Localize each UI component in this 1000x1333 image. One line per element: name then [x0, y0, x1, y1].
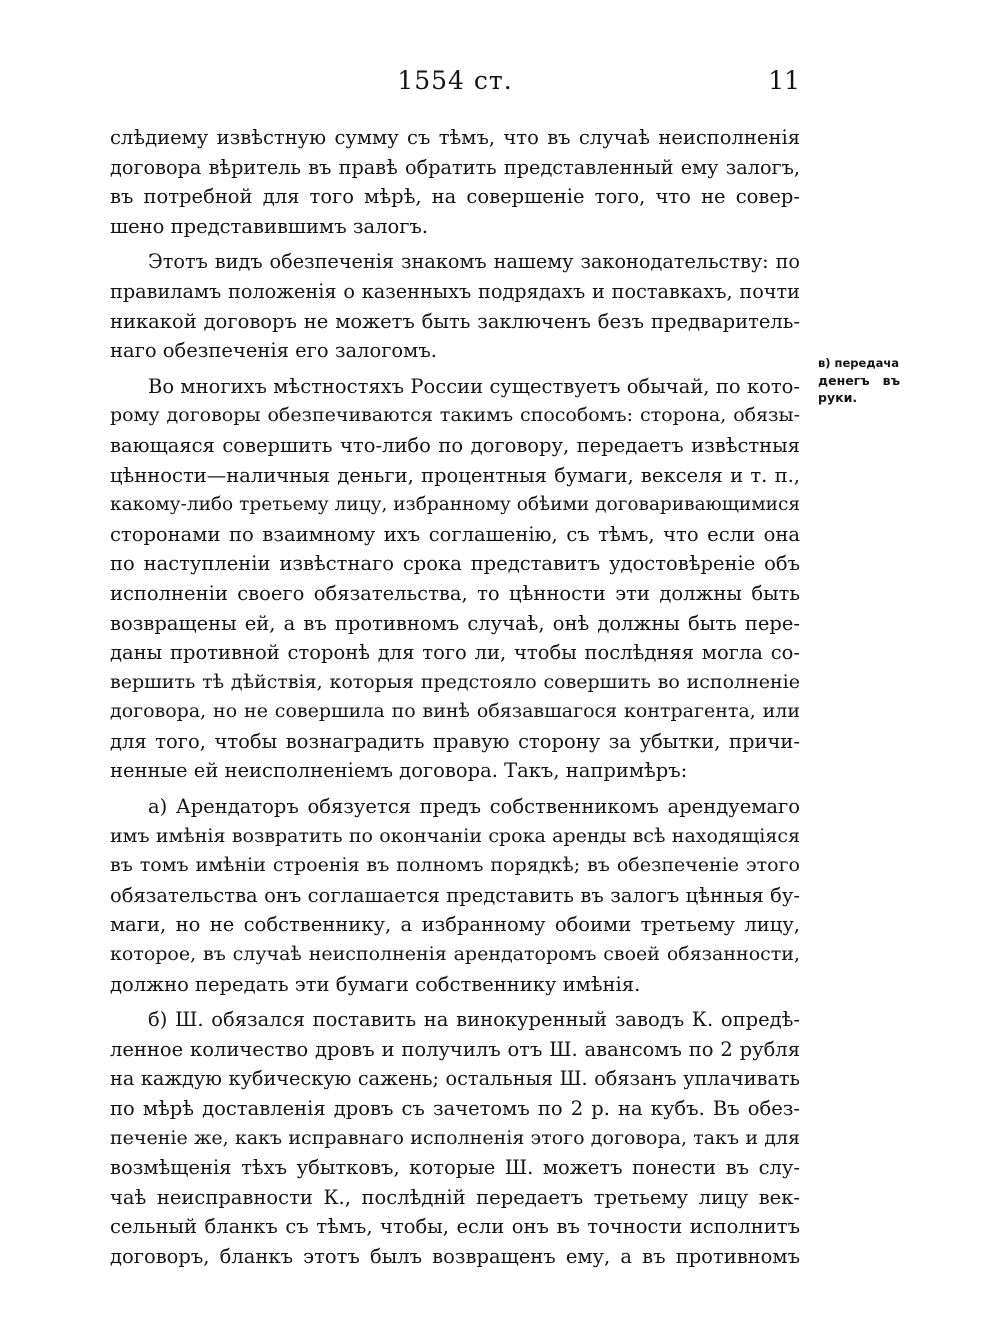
text-line: для того, чтобы вознаградить правую сторону за убытки, причи- — [110, 729, 800, 753]
text-line: даны противной сторонѣ для того ли, чтобы послѣдняя могла со- — [110, 641, 800, 665]
text-line: возвращены ей, а въ противномъ случаѣ, онѣ должны быть пере- — [110, 611, 800, 635]
text-line: имъ имѣнія возвратить по окончаніи срока аренды всѣ находящіяся — [110, 824, 800, 847]
margin-note-line: в) передача — [818, 356, 900, 370]
text-line: слѣдиему извѣстную сумму съ тѣмъ, что въ случаѣ неисполненія — [110, 126, 800, 149]
article-heading: 1554 ст. — [397, 66, 513, 95]
text-line: чаѣ неисправности К., послѣдній передаетъ третьему лицу век- — [110, 1185, 800, 1209]
text-line: цѣнности—наличныя деньги, процентныя бумаги, векселя и т. п., — [110, 463, 800, 487]
text-line: по мѣрѣ доставленія дровъ съ зачетомъ по 2 р. на кубъ. Въ обез- — [110, 1097, 800, 1120]
text-line: договора, но не совершила по винѣ обязавшагося контрагента, или — [110, 700, 800, 723]
text-line: какому-либо третьему лицу, избранному обѣими договаривающимися — [110, 494, 800, 516]
text-line: которое, въ случаѣ неисполненія арендаторомъ своей обязанности, — [110, 943, 800, 966]
text-line: никакой договоръ не можетъ быть заключенъ безъ предваритель- — [110, 309, 800, 333]
text-line: вершить тѣ дѣйствія, которыя предстояло совершить во исполненіе — [110, 670, 800, 693]
text-line: въ томъ имѣніи строенія въ полномъ порядкѣ; въ обезпеченіе этого — [110, 854, 800, 877]
text-line: Этотъ видъ обезпеченія знакомъ нашему законодательству: по — [148, 250, 800, 274]
text-line: маги, но не собственнику, а избранному обоими третьему лицу, — [110, 913, 800, 937]
text-line: договора вѣритель въ правѣ обратить представленный ему залогъ, — [110, 155, 800, 179]
page-header — [110, 64, 800, 100]
text-line: возмѣщенія тѣхъ убытковъ, которые Ш. можетъ понести въ слу- — [110, 1156, 800, 1180]
text-line: по наступленіи извѣстнаго срока представитъ удостовѣреніе объ — [110, 552, 800, 576]
text-line: договоръ, бланкъ этотъ былъ возвращенъ ему, а въ противномъ — [110, 1244, 800, 1268]
text-line: на каждую кубическую сажень; остальныя Ш. обязанъ уплачивать — [110, 1067, 800, 1091]
text-line: сторонами по взаимному ихъ соглашенію, съ тѣмъ, что если она — [110, 522, 800, 546]
margin-note-line: денегъ въ — [818, 373, 900, 388]
text-line: обязательства онъ соглашается представить въ залогъ цѣнныя бу- — [110, 883, 800, 907]
text-line: наго обезпеченія его залогомъ. — [110, 339, 437, 363]
text-line: въ потребной для того мѣрѣ, на совершеніе того, что не совер- — [110, 185, 800, 209]
text-line: должно передать эти бумаги собственнику имѣнія. — [110, 972, 641, 996]
text-line: рому договоры обезпечиваются такимъ способомъ: сторона, обязы- — [110, 404, 800, 427]
text-line: б) Ш. обязался поставить на винокуренный заводъ К. опредѣ- — [148, 1008, 800, 1032]
text-line: сельный бланкъ съ тѣмъ, чтобы, если онъ въ точности исполнитъ — [110, 1215, 800, 1239]
margin-note-line: руки. — [818, 390, 858, 405]
text-line: исполненіи своего обязательства, то цѣнности эти должны быть — [110, 581, 800, 605]
page-number: 11 — [768, 66, 800, 95]
text-line: вающаяся совершить что-либо по договору, передаетъ извѣстныя — [110, 433, 800, 457]
text-line: ленное количество дровъ и получилъ отъ Ш. авансомъ по 2 рубля — [110, 1037, 800, 1061]
body-text — [110, 123, 800, 1272]
text-line: а) Арендаторъ обязуется предъ собственникомъ арендуемаго — [148, 795, 800, 819]
text-line: Во многихъ мѣстностяхъ России существуетъ обычай, по кото- — [148, 374, 800, 398]
text-line: ненные ей неисполненіемъ договора. Такъ, напримѣръ: — [110, 759, 688, 783]
text-line: правиламъ положенія о казенныхъ подрядахъ и поставкахъ, почти — [110, 279, 800, 303]
text-line: печеніе же, какъ исправнаго исполненія этого договора, такъ и для — [110, 1126, 800, 1149]
text-line: шено представившимъ залогъ. — [110, 214, 429, 238]
margin-note — [818, 355, 900, 406]
